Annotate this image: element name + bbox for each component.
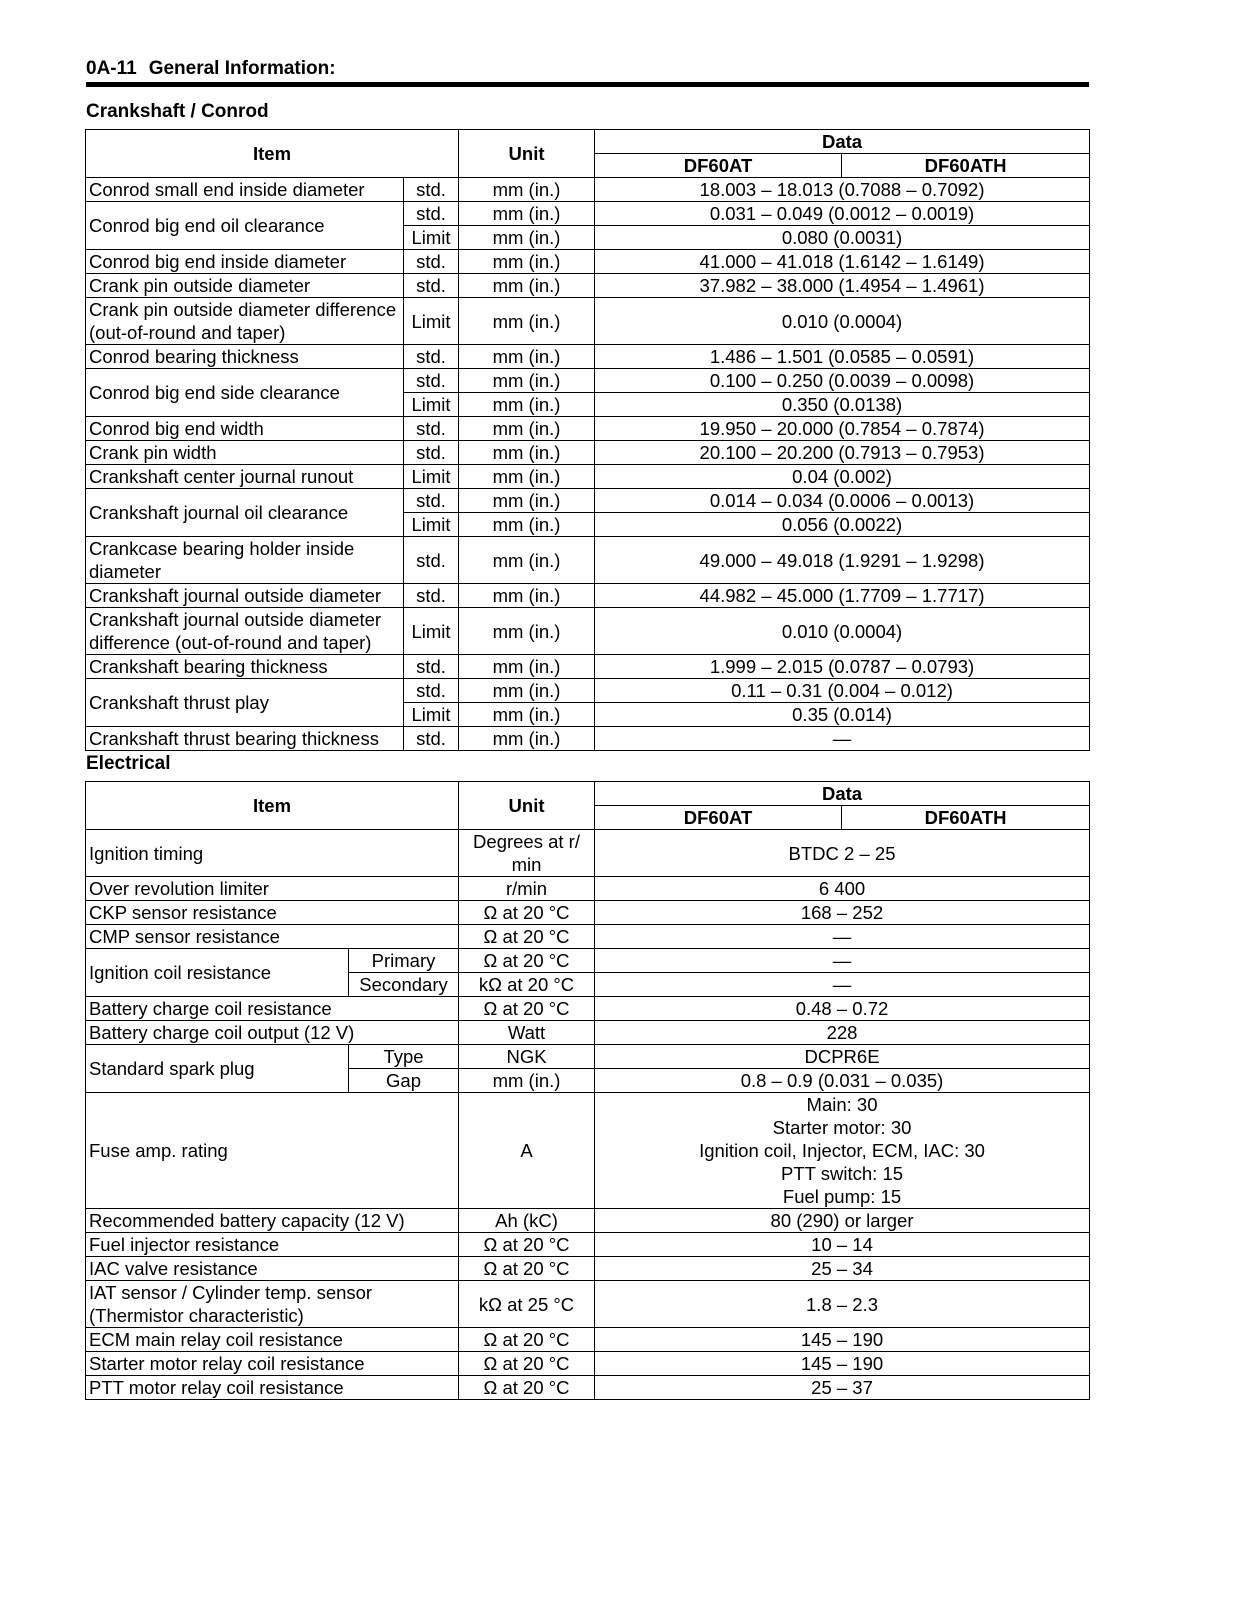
spec-value: — <box>595 949 1090 973</box>
header-model-df60at: DF60AT <box>595 806 842 830</box>
condition-label: std. <box>404 537 459 584</box>
spec-value: 145 – 190 <box>595 1352 1090 1376</box>
unit-label: mm (in.) <box>459 202 595 226</box>
spec-value: 37.982 – 38.000 (1.4954 – 1.4961) <box>595 274 1090 298</box>
table-row <box>86 830 1090 877</box>
table-row <box>86 1281 1090 1328</box>
unit-label: Ω at 20 °C <box>459 997 595 1021</box>
table-row <box>86 1376 1090 1400</box>
condition-label: Gap <box>349 1069 459 1093</box>
item-label: IAT sensor / Cylinder temp. sensor (Thermistor characteristic) <box>86 1281 459 1328</box>
table-row <box>86 298 1090 345</box>
unit-label: mm (in.) <box>459 465 595 489</box>
item-label: Battery charge coil output (12 V) <box>86 1021 459 1045</box>
header-model-df60at: DF60AT <box>595 154 842 178</box>
spec-value: 0.080 (0.0031) <box>595 226 1090 250</box>
table-row <box>86 178 1090 202</box>
spec-value: 0.8 – 0.9 (0.031 – 0.035) <box>595 1069 1090 1093</box>
spec-value: 0.04 (0.002) <box>595 465 1090 489</box>
item-label: Conrod big end oil clearance <box>86 202 404 250</box>
table-row <box>86 679 1090 703</box>
item-label: Ignition coil resistance <box>86 949 349 997</box>
table-row <box>86 901 1090 925</box>
spec-value: 49.000 – 49.018 (1.9291 – 1.9298) <box>595 537 1090 584</box>
header-item: Item <box>86 130 459 178</box>
fuse-rating-list <box>595 1093 1090 1209</box>
unit-label: mm (in.) <box>459 298 595 345</box>
spec-value: 0.031 – 0.049 (0.0012 – 0.0019) <box>595 202 1090 226</box>
spec-value: 19.950 – 20.000 (0.7854 – 0.7874) <box>595 417 1090 441</box>
table-row <box>86 1209 1090 1233</box>
item-label: Over revolution limiter <box>86 877 459 901</box>
chapter-title: General Information: <box>148 58 336 79</box>
condition-label: std. <box>404 250 459 274</box>
unit-label: Ω at 20 °C <box>459 1233 595 1257</box>
unit-label: mm (in.) <box>459 513 595 537</box>
item-label: Starter motor relay coil resistance <box>86 1352 459 1376</box>
spec-value: 41.000 – 41.018 (1.6142 – 1.6149) <box>595 250 1090 274</box>
unit-label: kΩ at 25 °C <box>459 1281 595 1328</box>
condition-label: std. <box>404 369 459 393</box>
spec-value: DCPR6E <box>595 1045 1090 1069</box>
unit-label: mm (in.) <box>459 369 595 393</box>
item-label: ECM main relay coil resistance <box>86 1328 459 1352</box>
condition-label: std. <box>404 345 459 369</box>
fuse-rating-line: PTT switch: 15 <box>781 1163 904 1184</box>
table-row <box>86 417 1090 441</box>
table-row <box>86 925 1090 949</box>
header-item: Item <box>86 782 459 830</box>
spec-value: 0.056 (0.0022) <box>595 513 1090 537</box>
unit-label: Degrees at r/ min <box>459 830 595 877</box>
item-label: Recommended battery capacity (12 V) <box>86 1209 459 1233</box>
unit-label: mm (in.) <box>459 393 595 417</box>
spec-value: 25 – 37 <box>595 1376 1090 1400</box>
item-label: Crankcase bearing holder inside diameter <box>86 537 404 584</box>
condition-label: std. <box>404 274 459 298</box>
item-label: Conrod big end inside diameter <box>86 250 404 274</box>
item-label: Crank pin outside diameter difference (out-of-round and taper) <box>86 298 404 345</box>
item-label: Crank pin outside diameter <box>86 274 404 298</box>
item-label: Crankshaft thrust bearing thickness <box>86 727 404 751</box>
condition-label: std. <box>404 202 459 226</box>
condition-label: Limit <box>404 226 459 250</box>
unit-label: mm (in.) <box>459 489 595 513</box>
spec-value: 0.48 – 0.72 <box>595 997 1090 1021</box>
header-model-df60ath: DF60ATH <box>842 154 1090 178</box>
unit-label: mm (in.) <box>459 655 595 679</box>
spec-value: 18.003 – 18.013 (0.7088 – 0.7092) <box>595 178 1090 202</box>
unit-label: mm (in.) <box>459 441 595 465</box>
spec-value: — <box>595 925 1090 949</box>
unit-label: Ω at 20 °C <box>459 901 595 925</box>
table-row <box>86 1257 1090 1281</box>
unit-label: mm (in.) <box>459 608 595 655</box>
spec-value: 0.010 (0.0004) <box>595 608 1090 655</box>
condition-label: Limit <box>404 513 459 537</box>
condition-label: Limit <box>404 393 459 417</box>
unit-label: A <box>459 1093 595 1209</box>
unit-label: mm (in.) <box>459 584 595 608</box>
condition-label: std. <box>404 178 459 202</box>
electrical-spec-table <box>85 781 1090 1400</box>
table-row <box>86 1021 1090 1045</box>
header-model-df60ath: DF60ATH <box>842 806 1090 830</box>
table-row <box>86 655 1090 679</box>
spec-value: 145 – 190 <box>595 1328 1090 1352</box>
condition-label: std. <box>404 584 459 608</box>
spec-value: 44.982 – 45.000 (1.7709 – 1.7717) <box>595 584 1090 608</box>
unit-label: mm (in.) <box>459 727 595 751</box>
item-label: Crankshaft bearing thickness <box>86 655 404 679</box>
spec-value: 0.014 – 0.034 (0.0006 – 0.0013) <box>595 489 1090 513</box>
fuse-rating-line: Fuel pump: 15 <box>782 1186 902 1207</box>
header-unit: Unit <box>459 130 595 178</box>
spec-value: 0.11 – 0.31 (0.004 – 0.012) <box>595 679 1090 703</box>
header-unit: Unit <box>459 782 595 830</box>
table-row <box>86 997 1090 1021</box>
item-label: Crankshaft thrust play <box>86 679 404 727</box>
item-label: Crankshaft journal outside diameter <box>86 584 404 608</box>
item-label: Conrod small end inside diameter <box>86 178 404 202</box>
table-row <box>86 949 1090 973</box>
condition-label: Secondary <box>349 973 459 997</box>
table-row <box>86 345 1090 369</box>
header-rule <box>86 82 1089 87</box>
spec-value: 0.35 (0.014) <box>595 703 1090 727</box>
table-row <box>86 441 1090 465</box>
item-label: Conrod big end width <box>86 417 404 441</box>
unit-label: Ω at 20 °C <box>459 925 595 949</box>
table-row <box>86 250 1090 274</box>
table-row <box>86 608 1090 655</box>
unit-label: kΩ at 20 °C <box>459 973 595 997</box>
item-label: Fuel injector resistance <box>86 1233 459 1257</box>
spec-value: BTDC 2 – 25 <box>595 830 1090 877</box>
table-row <box>86 1352 1090 1376</box>
spec-value: 10 – 14 <box>595 1233 1090 1257</box>
unit-label: mm (in.) <box>459 274 595 298</box>
table-row <box>86 1093 1090 1209</box>
spec-value: 168 – 252 <box>595 901 1090 925</box>
table-row <box>86 537 1090 584</box>
unit-label: mm (in.) <box>459 178 595 202</box>
unit-label: Ω at 20 °C <box>459 1352 595 1376</box>
table-row <box>86 1233 1090 1257</box>
fuse-rating-line: Main: 30 <box>806 1094 878 1115</box>
condition-label: std. <box>404 727 459 751</box>
spec-value: — <box>595 973 1090 997</box>
spec-value: 20.100 – 20.200 (0.7913 – 0.7953) <box>595 441 1090 465</box>
fuse-rating-line: Starter motor: 30 <box>772 1117 912 1138</box>
unit-label: Ω at 20 °C <box>459 1257 595 1281</box>
item-label: Crankshaft journal oil clearance <box>86 489 404 537</box>
item-label: IAC valve resistance <box>86 1257 459 1281</box>
table-row <box>86 727 1090 751</box>
unit-label: Ω at 20 °C <box>459 1376 595 1400</box>
spec-value: 1.486 – 1.501 (0.0585 – 0.0591) <box>595 345 1090 369</box>
page-header <box>86 58 1088 80</box>
spec-value: 0.010 (0.0004) <box>595 298 1090 345</box>
header-data: Data <box>595 130 1090 154</box>
condition-label: Limit <box>404 608 459 655</box>
spec-value: 1.999 – 2.015 (0.0787 – 0.0793) <box>595 655 1090 679</box>
page-number: 0A-11 <box>86 58 137 79</box>
unit-label: Ω at 20 °C <box>459 949 595 973</box>
item-label: Standard spark plug <box>86 1045 349 1093</box>
condition-label: Type <box>349 1045 459 1069</box>
unit-label: Ah (kC) <box>459 1209 595 1233</box>
condition-label: Limit <box>404 703 459 727</box>
condition-label: std. <box>404 441 459 465</box>
unit-label: mm (in.) <box>459 250 595 274</box>
table-row <box>86 202 1090 226</box>
condition-label: std. <box>404 417 459 441</box>
unit-label: mm (in.) <box>459 1069 595 1093</box>
condition-label: Limit <box>404 465 459 489</box>
item-label: Crankshaft center journal runout <box>86 465 404 489</box>
table-row <box>86 1045 1090 1069</box>
unit-label: r/min <box>459 877 595 901</box>
table-row <box>86 489 1090 513</box>
header-data: Data <box>595 782 1090 806</box>
table-row <box>86 369 1090 393</box>
unit-label: mm (in.) <box>459 703 595 727</box>
table-row <box>86 274 1090 298</box>
item-label: Crank pin width <box>86 441 404 465</box>
unit-label: NGK <box>459 1045 595 1069</box>
condition-label: Primary <box>349 949 459 973</box>
condition-label: Limit <box>404 298 459 345</box>
item-label: PTT motor relay coil resistance <box>86 1376 459 1400</box>
item-label: CMP sensor resistance <box>86 925 459 949</box>
table-row <box>86 584 1090 608</box>
spec-value: 80 (290) or larger <box>595 1209 1090 1233</box>
crankshaft-spec-table <box>85 129 1090 751</box>
spec-value: 1.8 – 2.3 <box>595 1281 1090 1328</box>
table-row <box>86 877 1090 901</box>
spec-value: 0.350 (0.0138) <box>595 393 1090 417</box>
item-label: CKP sensor resistance <box>86 901 459 925</box>
spec-value: — <box>595 727 1090 751</box>
unit-label: Ω at 20 °C <box>459 1328 595 1352</box>
unit-label: mm (in.) <box>459 417 595 441</box>
condition-label: std. <box>404 655 459 679</box>
table-row <box>86 465 1090 489</box>
unit-label: mm (in.) <box>459 226 595 250</box>
section-title-crankshaft: Crankshaft / Conrod <box>86 101 269 122</box>
condition-label: std. <box>404 489 459 513</box>
condition-label: std. <box>404 679 459 703</box>
unit-label: mm (in.) <box>459 345 595 369</box>
item-label: Fuse amp. rating <box>86 1093 459 1209</box>
item-label: Crankshaft journal outside diameter difference (out-of-round and taper) <box>86 608 404 655</box>
spec-value: 0.100 – 0.250 (0.0039 – 0.0098) <box>595 369 1090 393</box>
fuse-rating-line: Ignition coil, Injector, ECM, IAC: 30 <box>699 1140 985 1161</box>
item-label: Ignition timing <box>86 830 459 877</box>
spec-value: 6 400 <box>595 877 1090 901</box>
item-label: Conrod big end side clearance <box>86 369 404 417</box>
item-label: Conrod bearing thickness <box>86 345 404 369</box>
unit-label: mm (in.) <box>459 537 595 584</box>
spec-value: 228 <box>595 1021 1090 1045</box>
item-label: Battery charge coil resistance <box>86 997 459 1021</box>
table-row <box>86 1328 1090 1352</box>
section-title-electrical: Electrical <box>86 753 171 774</box>
unit-label: mm (in.) <box>459 679 595 703</box>
unit-label: Watt <box>459 1021 595 1045</box>
spec-value: 25 – 34 <box>595 1257 1090 1281</box>
